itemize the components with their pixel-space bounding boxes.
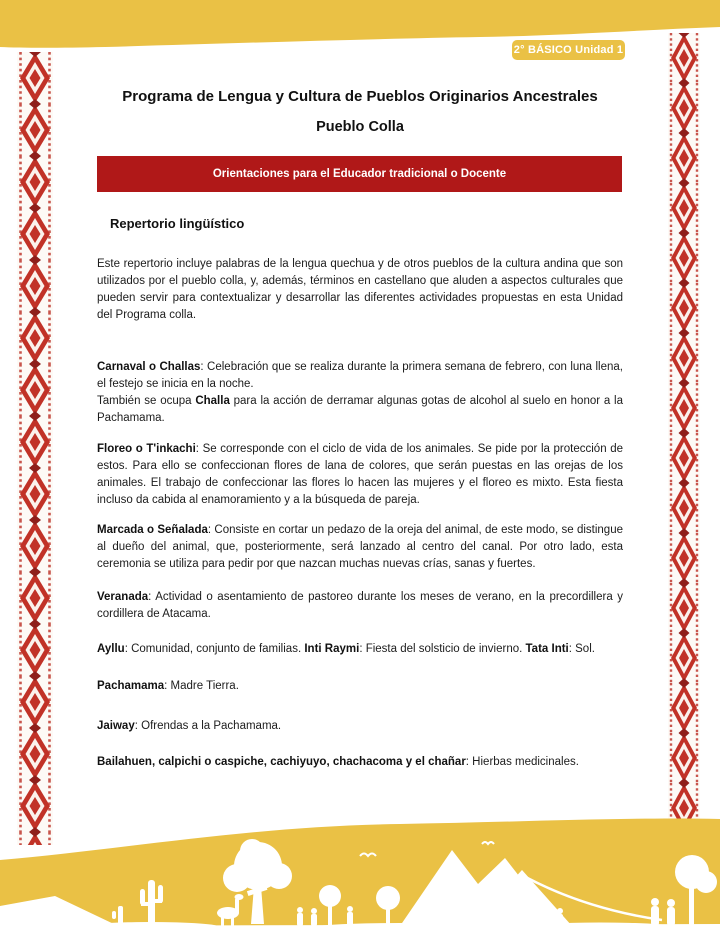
entry-pachamama bbox=[97, 678, 623, 695]
page-title: Programa de Lengua y Cultura de Pueblos Originarios Ancestrales bbox=[122, 88, 598, 105]
entry-jaiway bbox=[97, 718, 623, 735]
intro-paragraph: Este repertorio incluye palabras de la lengua quechua y de otros pueblos de la cultura andina que son utilizados por el pueblo colla, y, además, términos en castellano que aluden a aspectos culturales que pueden servir para contextualizar y desarrollar las diferentes actividades propuestas en esta Unidad del Programa colla. bbox=[97, 258, 623, 321]
def-marcada: : Consiste en cortar un pedazo de la oreja del animal, de este modo, se distingue al dueño del animal, que, posteriormente, será lanzado al centro del canal. Por otro lado, esta ceremonia se utiliza para pedir por que nazcan muchas nuevas crías, sanas y fuertes. bbox=[97, 524, 623, 570]
def-pachamama: : Madre Tierra. bbox=[164, 680, 239, 692]
page-subtitle: Pueblo Colla bbox=[316, 119, 404, 135]
def-tata-inti: : Sol. bbox=[568, 643, 595, 655]
section-heading: Repertorio lingüístico bbox=[110, 216, 245, 231]
def-floreo: : Se corresponde con el ciclo de vida de los animales. Se pide por la protección de estos. Para ello se confeccionan flores de lana de colores, que serán puestas en las orejas de los animales. El trabajo de confeccionar las flores lo hacen las mujeres y el floreo es mixto. Esta fiesta incluso da cabida al enamoramiento y a la búsqueda de pareja. bbox=[97, 443, 623, 506]
term-challa: Challa bbox=[195, 395, 230, 407]
term-hierbas: Bailahuen, calpichi o caspiche, cachiyuyo, chachacoma y el chañar bbox=[97, 756, 466, 768]
unit-badge-label: 2° BÁSICO Unidad 1 bbox=[513, 44, 624, 56]
term-ayllu: Ayllu bbox=[97, 643, 125, 655]
def-veranada: : Actividad o asentamiento de pastoreo durante los meses de verano, en la precordillera y cordillera de Atacama. bbox=[97, 591, 623, 620]
textile-border-left-icon bbox=[17, 52, 53, 845]
def-ayllu: : Comunidad, conjunto de familias. bbox=[124, 643, 305, 655]
term-jaiway: Jaiway bbox=[97, 720, 135, 732]
entry-carnaval bbox=[97, 359, 623, 427]
term-inti-raymi: Inti Raymi bbox=[304, 643, 360, 655]
term-tata-inti: Tata Inti bbox=[525, 643, 569, 655]
entry-veranada bbox=[97, 589, 623, 623]
term-veranada: Veranada bbox=[97, 591, 149, 603]
textile-border-right-icon bbox=[668, 33, 700, 820]
term-carnaval: Carnaval o Challas bbox=[97, 361, 201, 373]
def-carnaval: : Celebración que se realiza durante la primera semana de febrero, con luna llena, el festejo se inicia en la noche. bbox=[97, 361, 623, 390]
orientation-banner-label: Orientaciones para el Educador tradicional o Docente bbox=[212, 168, 507, 180]
term-marcada: Marcada o Señalada bbox=[97, 524, 208, 536]
unit-badge bbox=[512, 40, 625, 60]
entry-ayllu bbox=[97, 641, 623, 658]
def-hierbas: : Hierbas medicinales. bbox=[465, 756, 579, 768]
entry-floreo bbox=[97, 441, 623, 509]
landscape-illustration bbox=[0, 810, 720, 932]
def-carnaval-2a: También se ocupa bbox=[97, 395, 196, 407]
orientation-banner bbox=[97, 156, 622, 192]
term-floreo: Floreo o T'inkachi bbox=[97, 443, 196, 455]
def-jaiway: : Ofrendas a la Pachamama. bbox=[134, 720, 282, 732]
entry-hierbas bbox=[97, 754, 623, 771]
term-pachamama: Pachamama bbox=[97, 680, 165, 692]
entry-marcada bbox=[97, 522, 623, 573]
def-carnaval-2c: para la acción de derramar algunas gotas de alcohol al suelo en honor a la Pachamama. bbox=[97, 395, 623, 424]
def-inti-raymi: : Fiesta del solsticio de invierno. bbox=[359, 643, 526, 655]
